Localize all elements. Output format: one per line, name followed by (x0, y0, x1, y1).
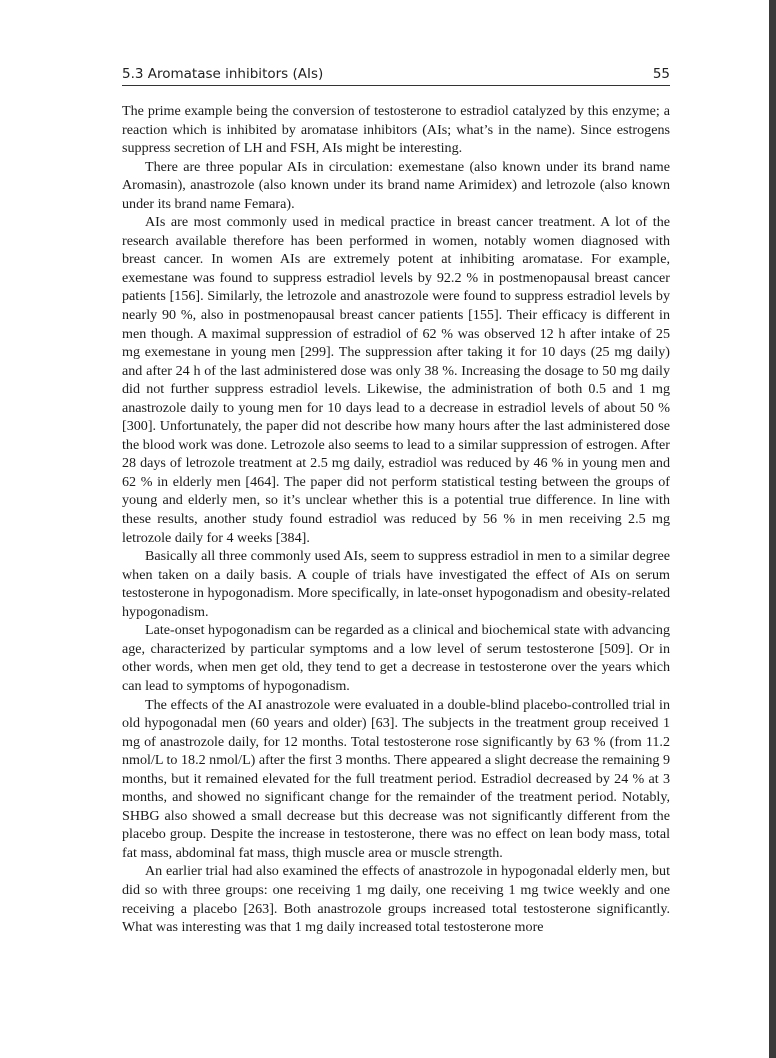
section-title: 5.3 Aromatase inhibitors (AIs) (122, 66, 324, 82)
paragraph: An earlier trial had also examined the effects of anastrozole in hypogonadal elderly men, but did so with three groups: one receiving 1 mg daily, one receiving 1 mg twice weekly and one receiving a placebo [263]. Both anastrozole groups increased total testosterone significantly. What was interesting was that 1 mg daily increased total testosterone more (122, 863, 670, 936)
paragraph: Basically all three commonly used AIs, seem to suppress estradiol in men to a similar degree when taken on a daily basis. A couple of trials have investigated the effect of AIs on serum testosterone in hypogonadism. More specifically, in late-onset hypogonadism and obesity-related hypogonadism. (122, 548, 670, 620)
paragraph: The effects of the AI anastrozole were evaluated in a double-blind placebo-controlled trial in old hypogonadal men (60 years and older) [63]. The subjects in the treatment group received 1 mg of anastrozole daily, for 12 months. Total testosterone rose significantly by 63 % (from 11.2 nmol/L to 18.2 nmol/L) after the first 3 months. There appeared a slight decrease the remaining 9 months, but it remained elevated for the full treatment period. Estradiol decreased by 24 % at 3 months, and showed no significant change for the remainder of the treatment period. Notably, SHBG also showed a small decrease but this decrease was not significantly different from the placebo group. Despite the increase in testosterone, there was no effect on lean body mass, total fat mass, abdominal fat mass, thigh muscle area or muscle strength. (122, 696, 670, 861)
page-edge-bar (769, 0, 776, 1058)
paragraph: The prime example being the conversion of testosterone to estradiol catalyzed by this enzyme; a reaction which is inhibited by aromatase inhibitors (AIs; what’s in the name). Since estrogens suppress secretion of LH and FSH, AIs might be interesting. (122, 103, 670, 157)
document-page (122, 66, 670, 937)
paragraph: There are three popular AIs in circulation: exemestane (also known under its brand name Aromasin), anastrozole (also known under its brand name Arimidex) and letrozole (also known under its brand name Femara). (122, 158, 670, 212)
body-text (122, 102, 670, 937)
running-header (122, 66, 670, 86)
page-number: 55 (652, 66, 670, 82)
paragraph: Late-onset hypogonadism can be regarded as a clinical and biochemical state with advancing age, characterized by particular symptoms and a low level of serum testosterone [509]. Or in other words, when men get old, they tend to get a decrease in testosterone over the years which can lead to symptoms of hypogonadism. (122, 622, 670, 694)
paragraph: AIs are most commonly used in medical practice in breast cancer treatment. A lot of the research available therefore has been performed in women, notably women diagnosed with breast cancer. In women AIs are extremely potent at inhibiting aromatase. For example, exemestane was found to suppress estradiol levels by 92.2 % in postmenopausal breast cancer patients [156]. Similarly, the letrozole and anastrozole were found to suppress estradiol levels by nearly 90 %, also in postmenopausal breast cancer patients [155]. Their efficacy is different in men though. A maximal suppression of estradiol of 62 % was observed 12 h after intake of 25 mg exemestane in young men [299]. The suppression after taking it for 10 days (25 mg daily) and after 24 h of the last administered dose was only 38 %. Increasing the dosage to 50 mg daily did not further suppress estradiol levels. Likewise, the administration of both 0.5 and 1 mg anastrozole daily to young men for 10 days lead to a decrease in estradiol levels of about 50 % [300]. Unfortunately, the paper did not describe how many hours after the last administered dose the blood work was done. Letrozole also seems to lead to a similar suppression of estrogen. After 28 days of letrozole treatment at 2.5 mg daily, estradiol was reduced by 46 % in young men and 62 % in elderly men [464]. The paper did not perform statistical testing between the groups of young and elderly men, so it’s unclear whether this is a potential true difference. In line with these results, another study found estradiol was reduced by 56 % in men receiving 2.5 mg letrozole daily for 4 weeks [384]. (122, 214, 670, 546)
